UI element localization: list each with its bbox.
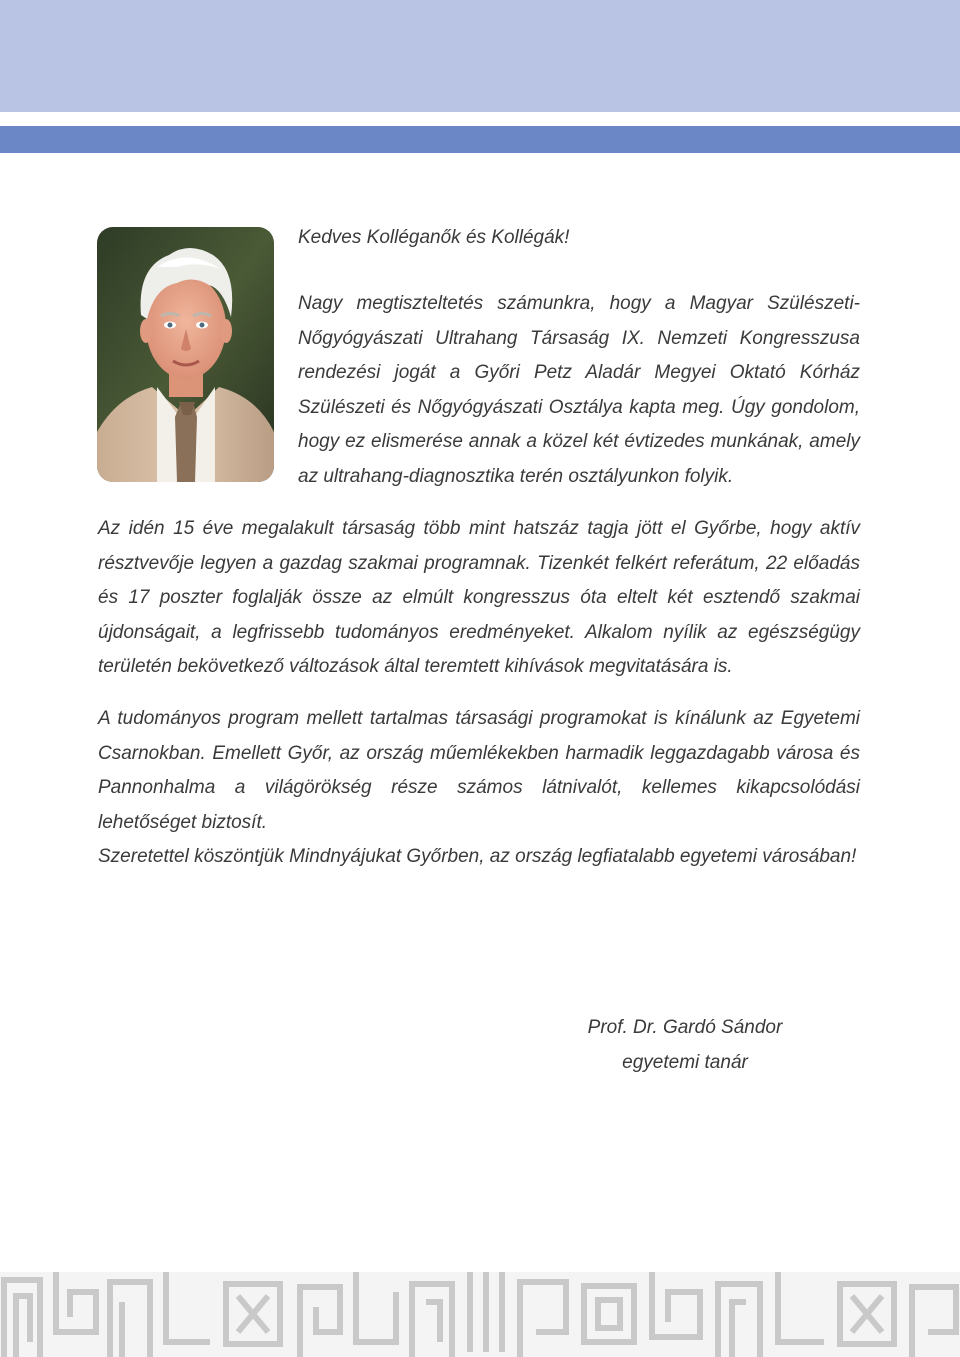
letter-paragraph-2: Az idén 15 éve megalakult társaság több mint hatszáz tagja jött el Győrbe, hogy aktív résztvevője legyen a gazdag szakmai programnak. Tizenkét felkért referátum, 22 előadás és 17 poszter foglalják össze az elmúlt kongresszus óta eltelt két esztendő szakmai újdonságait, a legfrissebb tudományos eredményeket. Alkalom nyílik az egészségügy területén bekövetkező változások által teremtett kihívások megvitatására is.	[98, 518, 860, 677]
signature-name: Prof. Dr. Gardó Sándor	[587, 1017, 783, 1038]
letter-greeting: Kedves Kolléganők és Kollégák!	[298, 227, 570, 248]
decorative-footer-pattern	[0, 1272, 960, 1357]
signature-block	[560, 1010, 810, 1080]
header-gap	[0, 112, 960, 126]
portrait-illustration	[97, 227, 274, 482]
letter-paragraph-4: Szeretettel köszöntjük Mindnyájukat Győrben, az ország legfiatalabb egyetemi városában!	[98, 846, 857, 867]
letter-paragraph-3: A tudományos program mellett tartalmas társasági programokat is kínálunk az Egyetemi Csarnokban. Emellett Győr, az ország műemlékekben harmadik leggazdagabb városa és Pannonhalma a világörökség része számos látnivalót, kellemes kikapcsolódási lehetőséget biztosít.	[98, 708, 860, 833]
letter-paragraph-1: Nagy megtiszteltetés számunkra, hogy a Magyar Szülészeti-Nőgyógyászati Ultrahang Társaság IX. Nemzeti Kongresszusa rendezési jogát a Győri Petz Aladár Megyei Oktató Kórház Szülészeti és Nőgyógyászati Osztálya kapta meg. Úgy gondolom, hogy ez elismerése annak a közel két évtizedes munkának, amely az ultrahang-diagnosztika terén osztályunkon folyik.	[298, 293, 860, 487]
header-band-light	[0, 0, 960, 112]
signature-title: egyetemi tanár	[622, 1052, 748, 1073]
header-band-dark	[0, 126, 960, 153]
author-portrait	[97, 227, 274, 482]
